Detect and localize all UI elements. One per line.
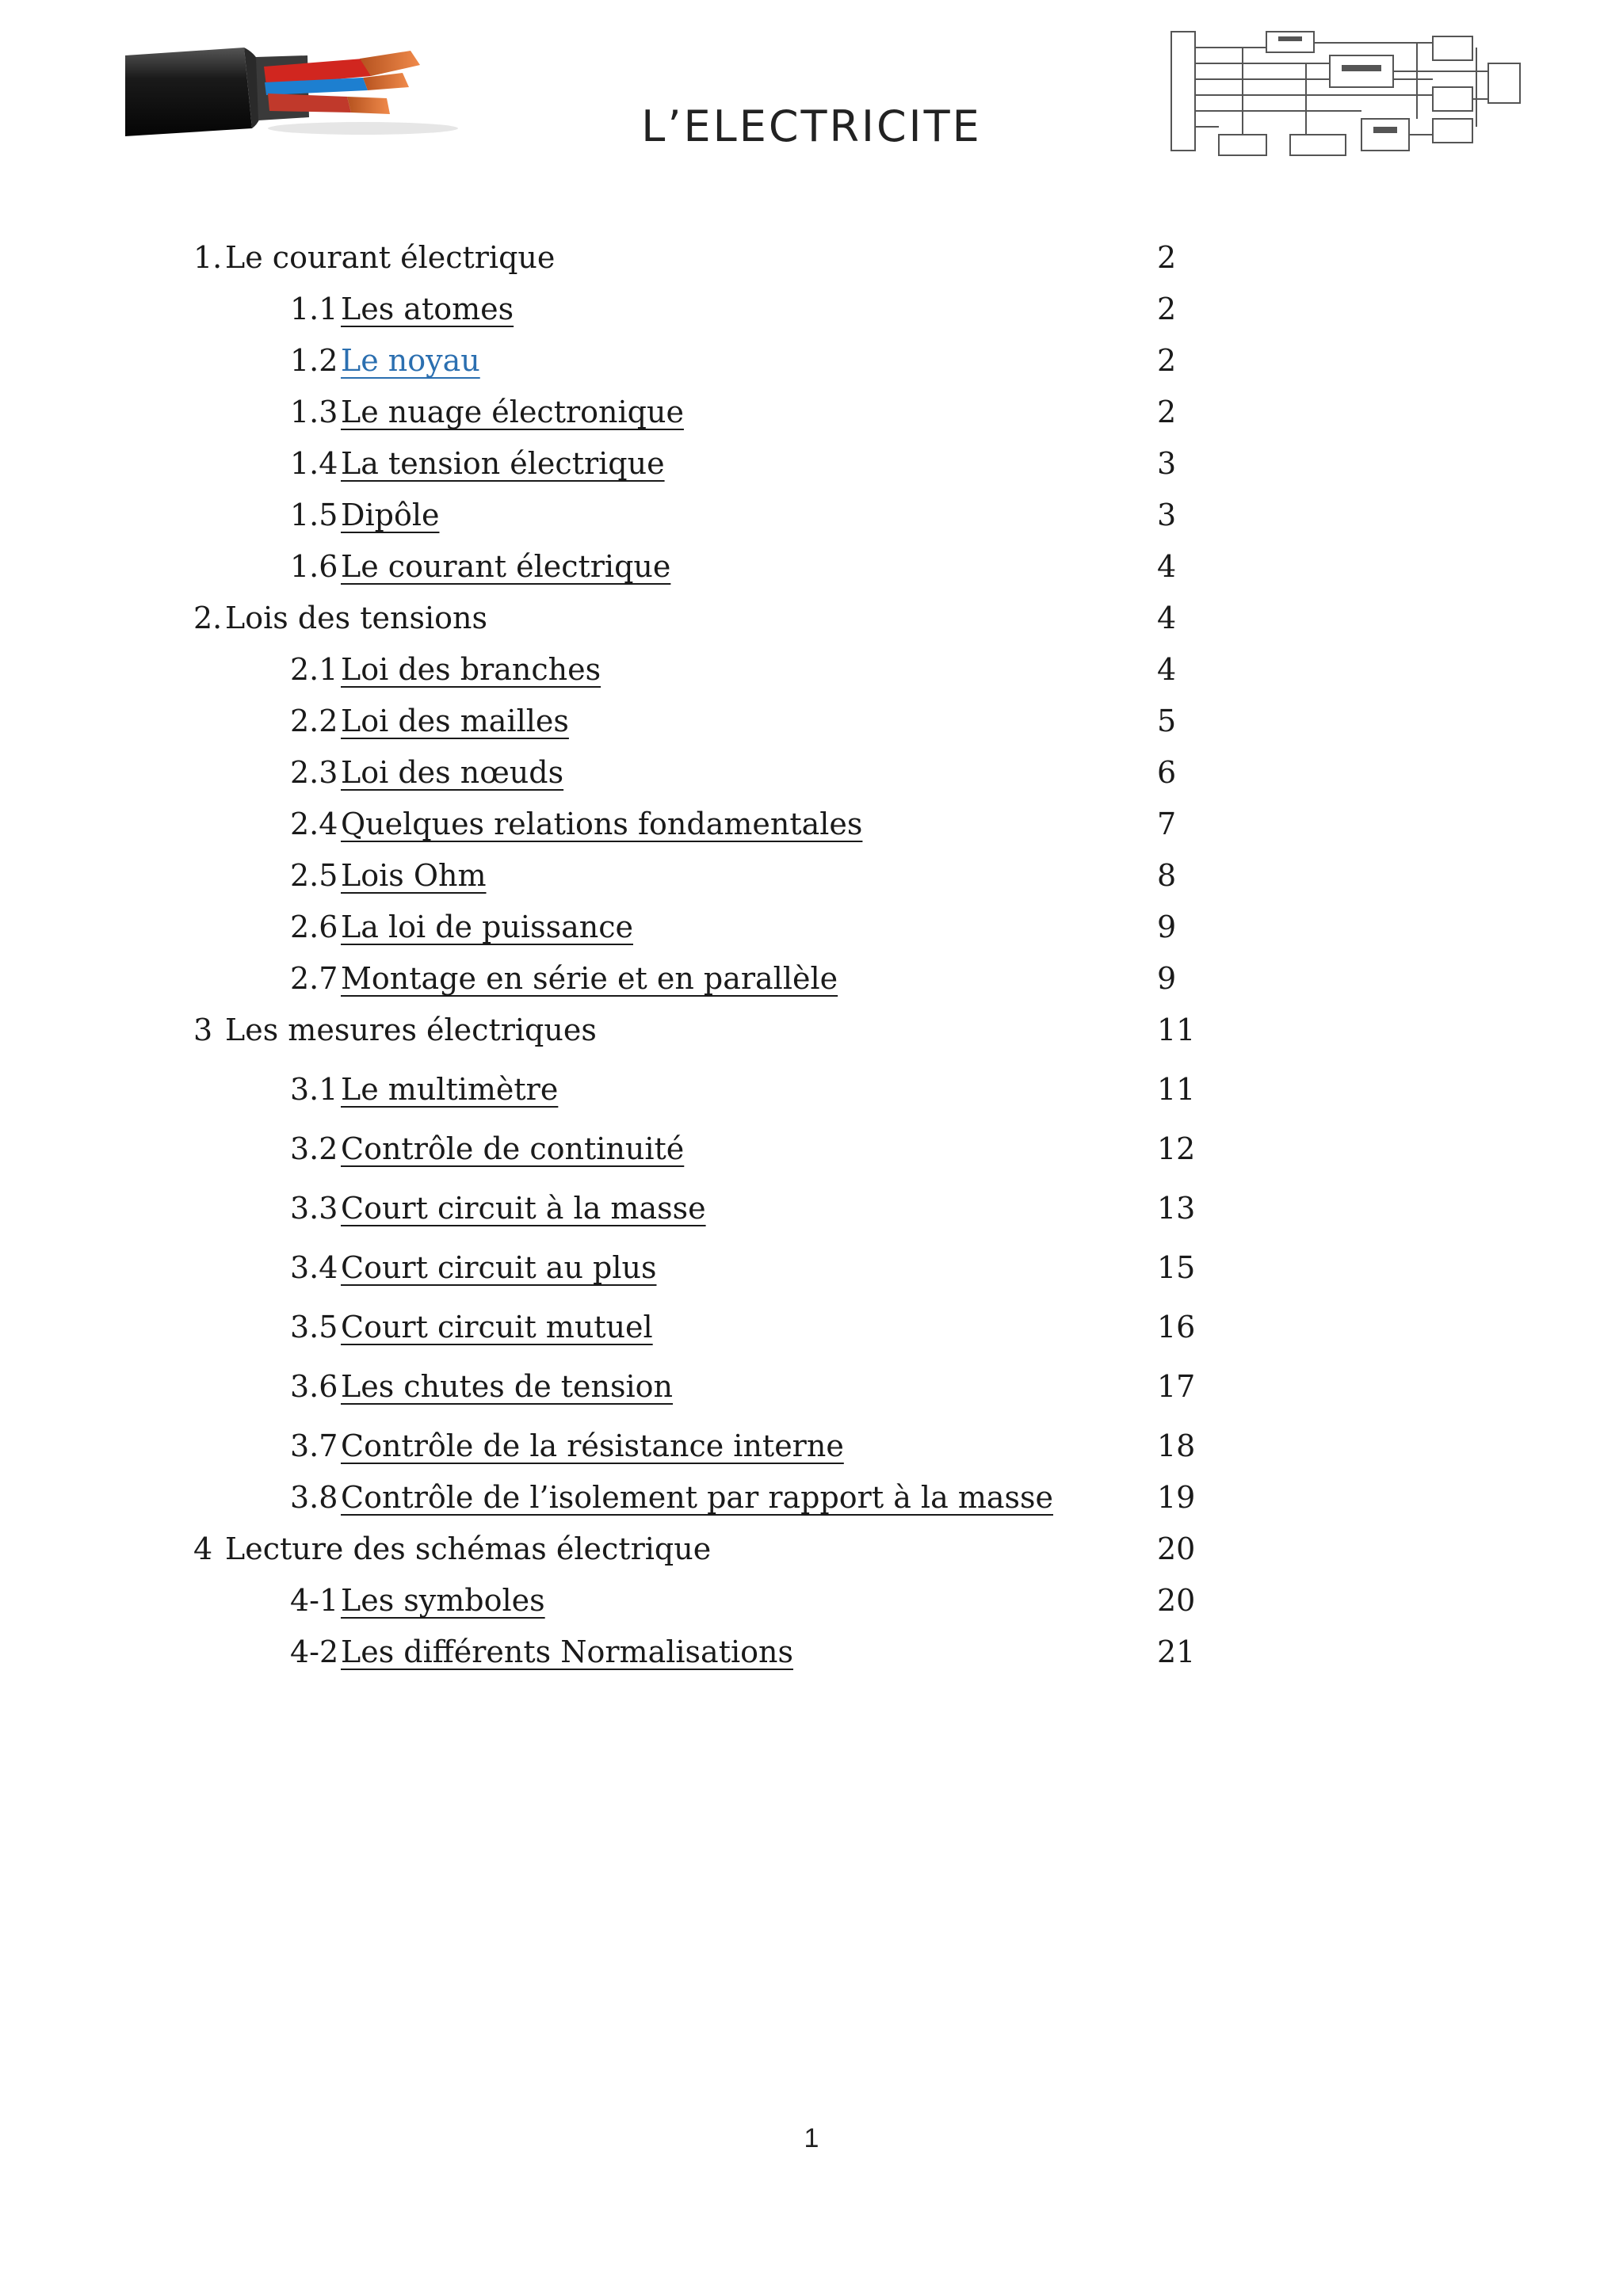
toc-entry-link[interactable]: Lois des tensions <box>225 601 487 635</box>
toc-entry-number: 2. <box>193 601 223 635</box>
toc-entry-number: 1.3 <box>290 395 338 429</box>
toc-entry-page-number: 6 <box>1157 755 1177 790</box>
toc-entry-number: 2.5 <box>290 858 338 893</box>
toc-entry-link[interactable]: Les atomes <box>341 292 514 326</box>
toc-section-entry <box>0 1525 1623 1573</box>
toc-entry-link[interactable]: Dipôle <box>341 498 440 532</box>
toc-entry-link[interactable]: La loi de puissance <box>341 910 633 944</box>
toc-entry-number: 2.1 <box>290 652 338 687</box>
toc-entry-link[interactable]: Les différents Normalisations <box>341 1634 793 1669</box>
toc-entry-page-number: 2 <box>1157 395 1177 429</box>
toc-entry-link[interactable]: Les mesures électriques <box>225 1013 597 1047</box>
toc-entry-number: 2.2 <box>290 704 338 738</box>
toc-section-entry <box>0 1006 1623 1054</box>
toc-entry-link[interactable]: Court circuit mutuel <box>341 1310 653 1344</box>
toc-entry-link[interactable]: Le courant électrique <box>225 240 556 275</box>
toc-entry-page-number: 21 <box>1157 1634 1196 1669</box>
page-number: 1 <box>804 2123 819 2153</box>
toc-entry-number: 1.6 <box>290 549 338 584</box>
toc-entry-page-number: 16 <box>1157 1310 1196 1344</box>
toc-subsection-entry <box>0 1474 1623 1521</box>
toc-entry-page-number: 4 <box>1157 652 1177 687</box>
toc-entry-number: 3.7 <box>290 1428 338 1463</box>
toc-subsection-entry <box>0 852 1623 899</box>
toc-subsection-entry <box>0 440 1623 487</box>
toc-entry-page-number: 7 <box>1157 807 1177 841</box>
toc-subsection-entry <box>0 1303 1623 1351</box>
toc-entry-link[interactable]: Loi des mailles <box>341 704 569 738</box>
toc-subsection-entry <box>0 1184 1623 1232</box>
toc-entry-number: 3.5 <box>290 1310 338 1344</box>
toc-entry-link[interactable]: Contrôle de l’isolement par rapport à la masse <box>341 1480 1053 1515</box>
toc-entry-number: 2.3 <box>290 755 338 790</box>
toc-subsection-entry <box>0 285 1623 333</box>
toc-entry-number: 3.4 <box>290 1250 338 1285</box>
toc-entry-link[interactable]: Les chutes de tension <box>341 1369 674 1404</box>
toc-entry-link[interactable]: Le nuage électronique <box>341 395 684 429</box>
toc-subsection-entry <box>0 800 1623 848</box>
toc-entry-number: 1.1 <box>290 292 338 326</box>
toc-entry-number: 1. <box>193 240 223 275</box>
toc-subsection-entry <box>0 903 1623 951</box>
toc-subsection-entry <box>0 1066 1623 1113</box>
toc-entry-link[interactable]: Court circuit à la masse <box>341 1191 706 1226</box>
toc-entry-page-number: 9 <box>1157 961 1177 996</box>
toc-entry-page-number: 4 <box>1157 601 1177 635</box>
toc-entry-number: 4-2 <box>290 1634 339 1669</box>
toc-entry-number: 3.8 <box>290 1480 338 1515</box>
toc-entry-number: 2.6 <box>290 910 338 944</box>
toc-subsection-entry <box>0 1628 1623 1676</box>
toc-subsection-entry <box>0 1577 1623 1624</box>
toc-entry-page-number: 15 <box>1157 1250 1196 1285</box>
toc-entry-link[interactable]: Le multimètre <box>341 1072 559 1107</box>
toc-entry-link[interactable]: Le noyau <box>341 343 480 378</box>
toc-entry-page-number: 13 <box>1157 1191 1196 1226</box>
toc-entry-link[interactable]: Lecture des schémas électrique <box>225 1531 712 1566</box>
toc-entry-page-number: 5 <box>1157 704 1177 738</box>
toc-entry-number: 2.4 <box>290 807 338 841</box>
toc-entry-page-number: 9 <box>1157 910 1177 944</box>
toc-subsection-entry <box>0 1244 1623 1291</box>
toc-entry-page-number: 19 <box>1157 1480 1196 1515</box>
toc-entry-page-number: 2 <box>1157 343 1177 378</box>
toc-entry-number: 3.3 <box>290 1191 338 1226</box>
toc-entry-link[interactable]: Le courant électrique <box>341 549 671 584</box>
toc-subsection-entry <box>0 697 1623 745</box>
toc-entry-number: 1.2 <box>290 343 338 378</box>
toc-section-entry <box>0 594 1623 642</box>
toc-entry-page-number: 11 <box>1157 1013 1196 1047</box>
toc-entry-number: 3.2 <box>290 1131 338 1166</box>
toc-entry-page-number: 4 <box>1157 549 1177 584</box>
toc-subsection-entry <box>0 1363 1623 1410</box>
toc-entry-link[interactable]: Les symboles <box>341 1583 545 1618</box>
toc-entry-page-number: 20 <box>1157 1531 1196 1566</box>
toc-subsection-entry <box>0 337 1623 384</box>
toc-entry-number: 2.7 <box>290 961 338 996</box>
toc-entry-page-number: 17 <box>1157 1369 1196 1404</box>
toc-entry-number: 1.5 <box>290 498 338 532</box>
toc-entry-page-number: 2 <box>1157 240 1177 275</box>
toc-entry-link[interactable]: Court circuit au plus <box>341 1250 657 1285</box>
toc-subsection-entry <box>0 543 1623 590</box>
toc-entry-link[interactable]: Quelques relations fondamentales <box>341 807 863 841</box>
toc-subsection-entry <box>0 1125 1623 1173</box>
toc-entry-page-number: 2 <box>1157 292 1177 326</box>
toc-subsection-entry <box>0 1422 1623 1470</box>
toc-entry-link[interactable]: La tension électrique <box>341 446 665 481</box>
toc-subsection-entry <box>0 749 1623 796</box>
document-title: L’ELECTRICITE <box>641 101 982 151</box>
toc-subsection-entry <box>0 955 1623 1002</box>
toc-entry-page-number: 3 <box>1157 498 1177 532</box>
toc-entry-number: 4-1 <box>290 1583 339 1618</box>
toc-entry-page-number: 20 <box>1157 1583 1196 1618</box>
toc-entry-link[interactable]: Loi des nœuds <box>341 755 564 790</box>
toc-entry-number: 3.1 <box>290 1072 338 1107</box>
toc-subsection-entry <box>0 646 1623 693</box>
toc-section-entry <box>0 234 1623 281</box>
toc-subsection-entry <box>0 491 1623 539</box>
toc-entry-link[interactable]: Lois Ohm <box>341 858 487 893</box>
toc-entry-link[interactable]: Contrôle de la résistance interne <box>341 1428 844 1463</box>
toc-entry-page-number: 3 <box>1157 446 1177 481</box>
toc-entry-number: 1.4 <box>290 446 338 481</box>
toc-entry-page-number: 11 <box>1157 1072 1196 1107</box>
toc-entry-number: 3.6 <box>290 1369 338 1404</box>
toc-entry-page-number: 18 <box>1157 1428 1196 1463</box>
toc-entry-link[interactable]: Contrôle de continuité <box>341 1131 685 1166</box>
toc-entry-number: 4 <box>193 1531 213 1566</box>
toc-entry-link[interactable]: Loi des branches <box>341 652 601 687</box>
toc-entry-page-number: 8 <box>1157 858 1177 893</box>
toc-entry-link[interactable]: Montage en série et en parallèle <box>341 961 838 996</box>
toc-entry-number: 3 <box>193 1013 213 1047</box>
toc-entry-page-number: 12 <box>1157 1131 1196 1166</box>
toc-subsection-entry <box>0 388 1623 436</box>
